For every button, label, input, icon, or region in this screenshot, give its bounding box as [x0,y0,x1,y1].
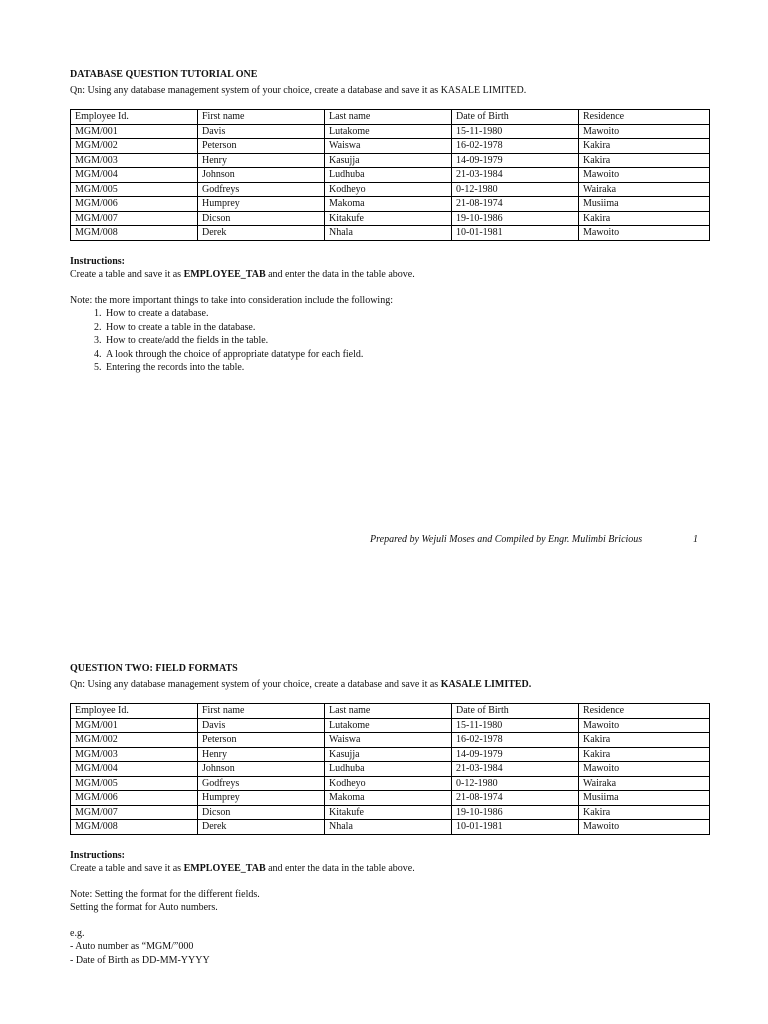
table-cell: Henry [198,747,325,762]
table-cell: 19-10-1986 [452,211,579,226]
instructions-table-name: EMPLOYEE_TAB [183,269,266,280]
table-header-cell: Date of Birth [452,704,579,719]
instructions-heading: Instructions: [70,849,126,861]
table-cell: Derek [198,226,325,241]
step-item: 4. A look through the choice of appropriate datatype for each field. [104,348,710,362]
table-cell: 16-02-1978 [452,139,579,154]
step-item: 3. How to create/add the fields in the table. [104,334,710,348]
table-cell: Godfreys [198,776,325,791]
table-cell: Mawoito [579,820,710,835]
section-one [70,68,710,375]
section-two-question-company: KASALE LIMITED. [440,678,532,690]
table-row [71,747,710,762]
table-cell: Makoma [325,791,452,806]
table-cell: Dicson [198,805,325,820]
table-cell: MGM/003 [71,153,198,168]
table-cell: Kasujja [325,153,452,168]
table-cell: MGM/006 [71,197,198,212]
page-number: 1 [693,534,698,545]
table-row [71,197,710,212]
table-row [71,139,710,154]
table-row [71,805,710,820]
table-row [71,182,710,197]
section-one-instructions [70,255,710,282]
table-cell: Kakira [579,747,710,762]
table-cell: MGM/001 [71,718,198,733]
table-cell: MGM/007 [71,211,198,226]
example-label: e.g. [70,927,85,939]
table-cell: Henry [198,153,325,168]
table-header-cell: First name [198,704,325,719]
instructions-text-post: and enter the data in the table above. [265,269,415,280]
table-cell: Kakira [579,139,710,154]
table-cell: Wairaka [579,776,710,791]
section-two-question [70,678,710,692]
table-row [71,153,710,168]
table-header-cell: Residence [579,704,710,719]
table-cell: MGM/003 [71,747,198,762]
table-row [71,211,710,226]
table-cell: Humprey [198,791,325,806]
table-row [71,733,710,748]
step-item: 2. How to create a table in the database. [104,321,710,335]
table-cell: 16-02-1978 [452,733,579,748]
table-row [71,168,710,183]
page-footer [370,533,700,547]
table-cell: Wairaka [579,182,710,197]
instructions-text-post: and enter the data in the table above. [265,863,415,874]
section-two [70,662,710,967]
table-cell: MGM/002 [71,733,198,748]
table-cell: 10-01-1981 [452,226,579,241]
table-cell: MGM/006 [71,791,198,806]
note-line-one: Note: Setting the format for the different fields. [70,888,260,900]
table-cell: Kakira [579,733,710,748]
table-row [71,718,710,733]
table-cell: Mawoito [579,718,710,733]
table-cell: MGM/008 [71,226,198,241]
step-item: 1. How to create a database. [104,307,710,321]
table-cell: Waiswa [325,733,452,748]
footer-credit: Prepared by Wejuli Moses and Compiled by Engr. Mulimbi Bricious [370,534,643,545]
steps-list [70,307,710,375]
table-cell: MGM/001 [71,124,198,139]
table-cell: Mawoito [579,226,710,241]
table-cell: Musiima [579,791,710,806]
table-cell: MGM/005 [71,182,198,197]
table-cell: Johnson [198,762,325,777]
table-cell: Ludhuba [325,168,452,183]
example-item: - Auto number as “MGM/”000 [70,941,194,952]
instructions-heading: Instructions: [70,255,126,267]
employee-table-one [70,109,710,241]
table-header-cell: Employee Id. [71,704,198,719]
table-cell: Lutakome [325,124,452,139]
table-header-cell: Date of Birth [452,110,579,125]
table-header-cell: Residence [579,110,710,125]
table-row [71,226,710,241]
table-cell: 0-12-1980 [452,182,579,197]
table-cell: 0-12-1980 [452,776,579,791]
table-cell: 15-11-1980 [452,124,579,139]
table-row [71,791,710,806]
table-cell: Kodheyo [325,182,452,197]
table-cell: Ludhuba [325,762,452,777]
table-cell: Kakira [579,805,710,820]
table-cell: Nhala [325,820,452,835]
table-cell: Humprey [198,197,325,212]
table-cell: Makoma [325,197,452,212]
table-cell: Davis [198,124,325,139]
table-row [71,124,710,139]
table-cell: Kitakufe [325,805,452,820]
table-cell: Nhala [325,226,452,241]
table-row [71,820,710,835]
table-cell: Kodheyo [325,776,452,791]
section-two-title: QUESTION TWO: FIELD FORMATS [70,663,238,674]
table-cell: MGM/004 [71,762,198,777]
table-cell: Peterson [198,733,325,748]
table-cell: 14-09-1979 [452,747,579,762]
table-cell: MGM/007 [71,805,198,820]
note-text: Note: the more important things to take into consideration include the following: [70,294,393,306]
table-cell: 21-03-1984 [452,168,579,183]
table-cell: Lutakome [325,718,452,733]
table-cell: MGM/002 [71,139,198,154]
instructions-text-pre: Create a table and save it as [70,863,184,874]
table-row [71,762,710,777]
section-one-question: Qn: Using any database management system of your choice, create a database and save it as KASALE LIMITED. [70,84,527,96]
table-cell: 10-01-1981 [452,820,579,835]
section-one-title: DATABASE QUESTION TUTORIAL ONE [70,69,258,80]
instructions-text [70,862,710,876]
table-cell: Kasujja [325,747,452,762]
employee-table-two [70,703,710,835]
table-cell: Kakira [579,153,710,168]
table-cell: Mawoito [579,762,710,777]
table-header-cell: Last name [325,110,452,125]
table-cell: Kakira [579,211,710,226]
table-cell: 21-03-1984 [452,762,579,777]
instructions-table-name: EMPLOYEE_TAB [183,863,266,874]
table-header-cell: Last name [325,704,452,719]
note-line-two: Setting the format for Auto numbers. [70,902,218,913]
table-cell: 19-10-1986 [452,805,579,820]
table-cell: 15-11-1980 [452,718,579,733]
table-cell: Johnson [198,168,325,183]
example-item: - Date of Birth as DD-MM-YYYY [70,954,210,966]
table-cell: Derek [198,820,325,835]
instructions-text [70,268,710,282]
table-header-cell: Employee Id. [71,110,198,125]
table-cell: Waiswa [325,139,452,154]
table-cell: Dicson [198,211,325,226]
step-item: 5. Entering the records into the table. [104,361,710,375]
section-two-question-pre: Qn: Using any database management system of your choice, create a database and save it as [70,678,441,690]
table-cell: Davis [198,718,325,733]
table-cell: Mawoito [579,168,710,183]
table-cell: Kitakufe [325,211,452,226]
section-two-note [70,888,710,915]
table-row [71,776,710,791]
table-header-row [71,110,710,125]
section-one-note [70,294,710,375]
section-two-instructions [70,849,710,876]
table-cell: 21-08-1974 [452,791,579,806]
instructions-text-pre: Create a table and save it as [70,269,184,280]
table-cell: Musiima [579,197,710,212]
table-header-row [71,704,710,719]
table-cell: Godfreys [198,182,325,197]
table-cell: Mawoito [579,124,710,139]
example-block [70,927,710,968]
table-header-cell: First name [198,110,325,125]
table-cell: MGM/008 [71,820,198,835]
table-cell: MGM/005 [71,776,198,791]
table-cell: Peterson [198,139,325,154]
table-cell: 14-09-1979 [452,153,579,168]
table-cell: MGM/004 [71,168,198,183]
table-cell: 21-08-1974 [452,197,579,212]
